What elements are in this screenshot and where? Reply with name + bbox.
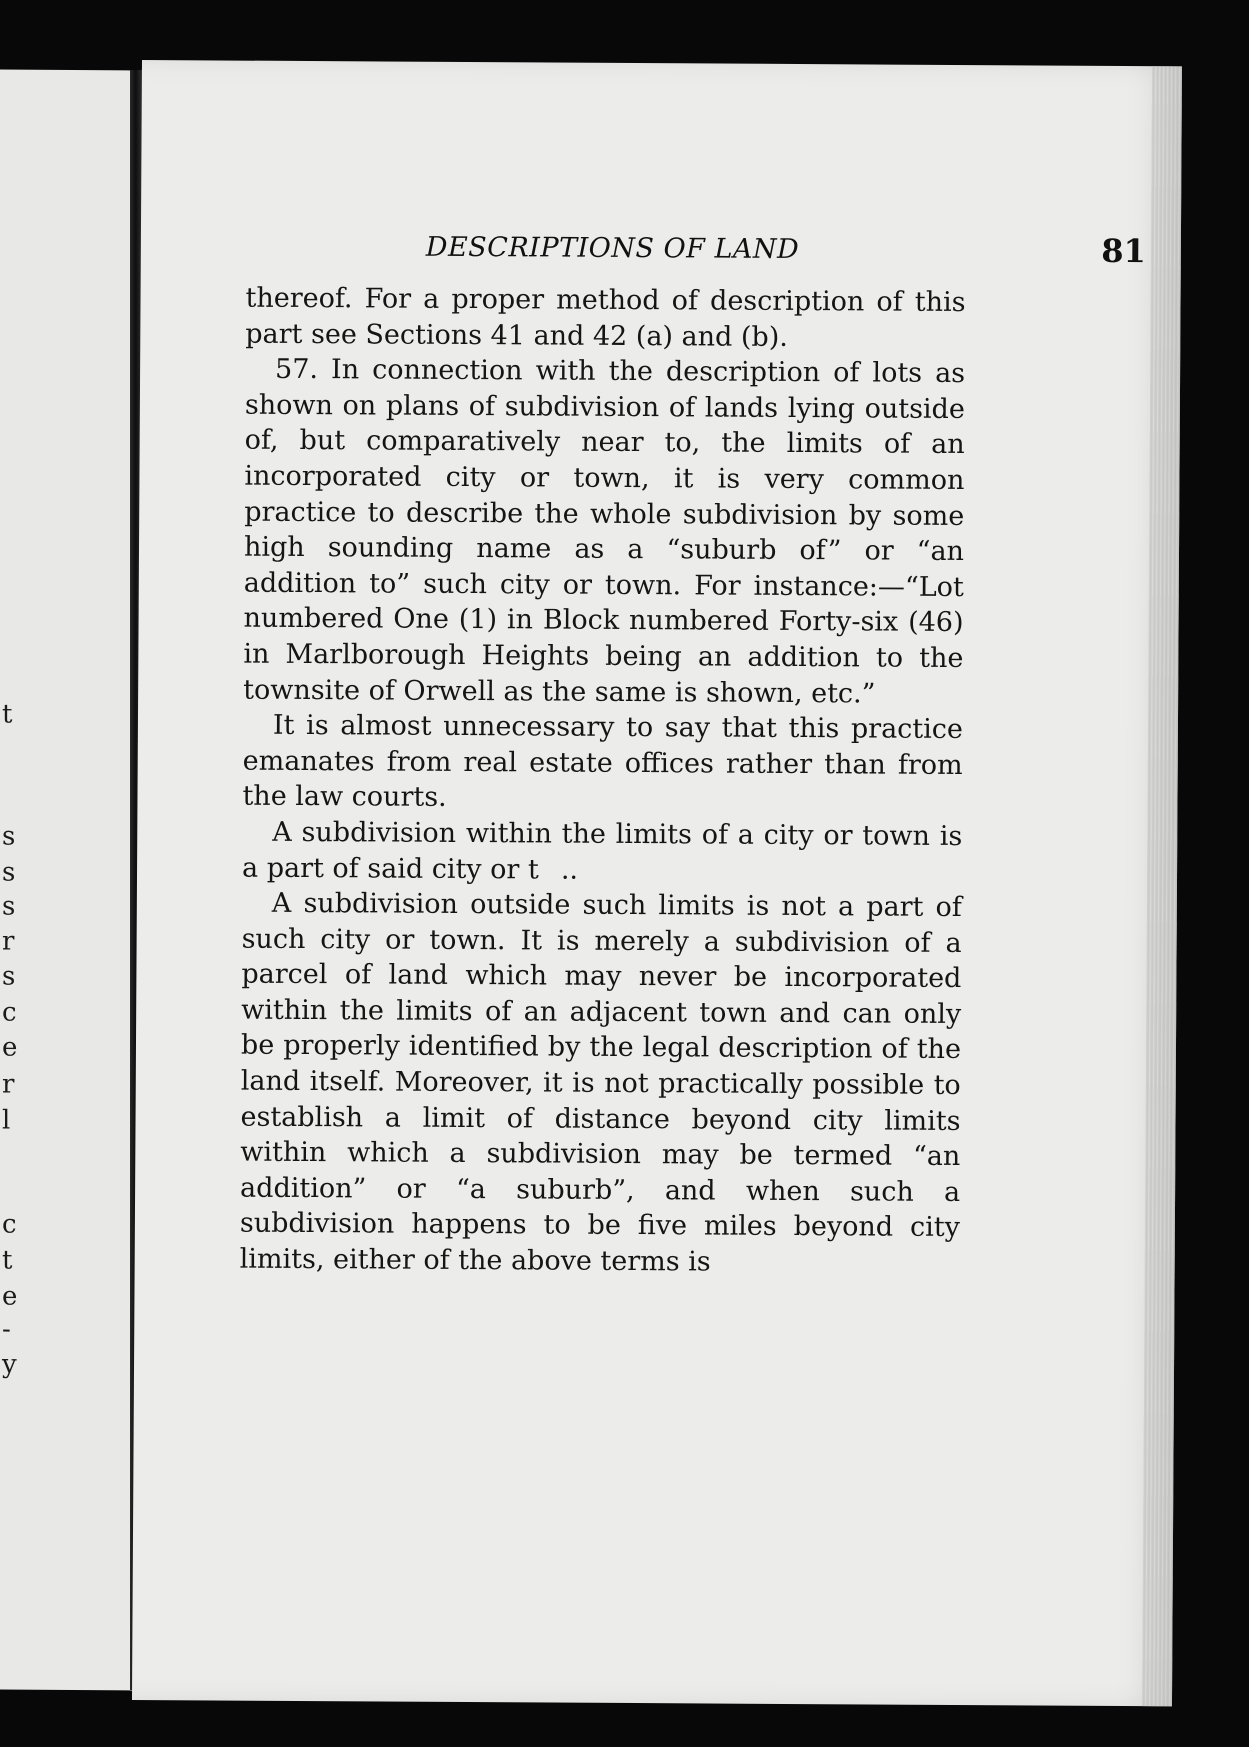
edge-letter: l: [2, 1105, 11, 1136]
edge-letter: -: [2, 1314, 11, 1345]
page-number: 81: [1101, 231, 1146, 271]
edge-letter: c: [2, 997, 17, 1028]
left-page-edge-letters: [0, 70, 20, 1690]
edge-letter: e: [2, 1032, 18, 1063]
running-title: DESCRIPTIONS OF LAND: [425, 231, 800, 266]
body-text: [240, 281, 966, 1282]
edge-letter: c: [2, 1209, 17, 1240]
edge-letter: r: [2, 1069, 15, 1100]
edge-letter: y: [2, 1349, 17, 1380]
edge-letter: e: [2, 1281, 18, 1312]
paragraph: A subdivision within the limits of a city or town is a part of said city or t ..: [241, 816, 963, 886]
paragraph: thereof. For a proper method of description of this part see Sections 41 and 42 (a) and (b).: [245, 282, 966, 353]
page-edge: [1142, 66, 1182, 1706]
running-head: [426, 232, 1146, 286]
paragraph: A subdivision outside such limits is not a part of such city or town. It is merely a subdivision of a parcel of land which may never be incorporated within the limits of an adjacent town and can only be properly identified by the legal description of the land itself. Moreover, it is not practically possible to establish a limit of distance beyond city limits within which a subdivision may be termed “an addition” or “a suburb”, and when such a subdivision happens to be five miles beyond city limits, either of the above terms is: [239, 887, 962, 1278]
edge-letter: r: [2, 926, 15, 957]
edge-letter: s: [2, 821, 16, 852]
left-facing-page: [0, 70, 132, 1691]
paragraph: 57. In connection with the description of lots as shown on plans of subdivision of lands lying outside of, but comparatively near to, the limits of an incorporated city or town, it is very common practice to describe the whole subdivision by some high sounding name as a “suburb of” or “an addition to” such city or town. For instance:—“Lot numbered One (1) in Block numbered Forty-six (46) in Marlborough Heights being an addition to the townsite of Orwell as the same is shown, etc.”: [243, 354, 966, 710]
book-page: [132, 60, 1182, 1706]
edge-letter: s: [2, 857, 16, 888]
edge-letter: s: [2, 961, 16, 992]
edge-letter: t: [2, 1245, 13, 1276]
edge-letter: s: [2, 891, 16, 922]
paragraph: It is almost unnecessary to say that this practice emanates from real estate offices rather than from the law courts.: [242, 709, 964, 814]
edge-letter: t: [2, 699, 13, 730]
